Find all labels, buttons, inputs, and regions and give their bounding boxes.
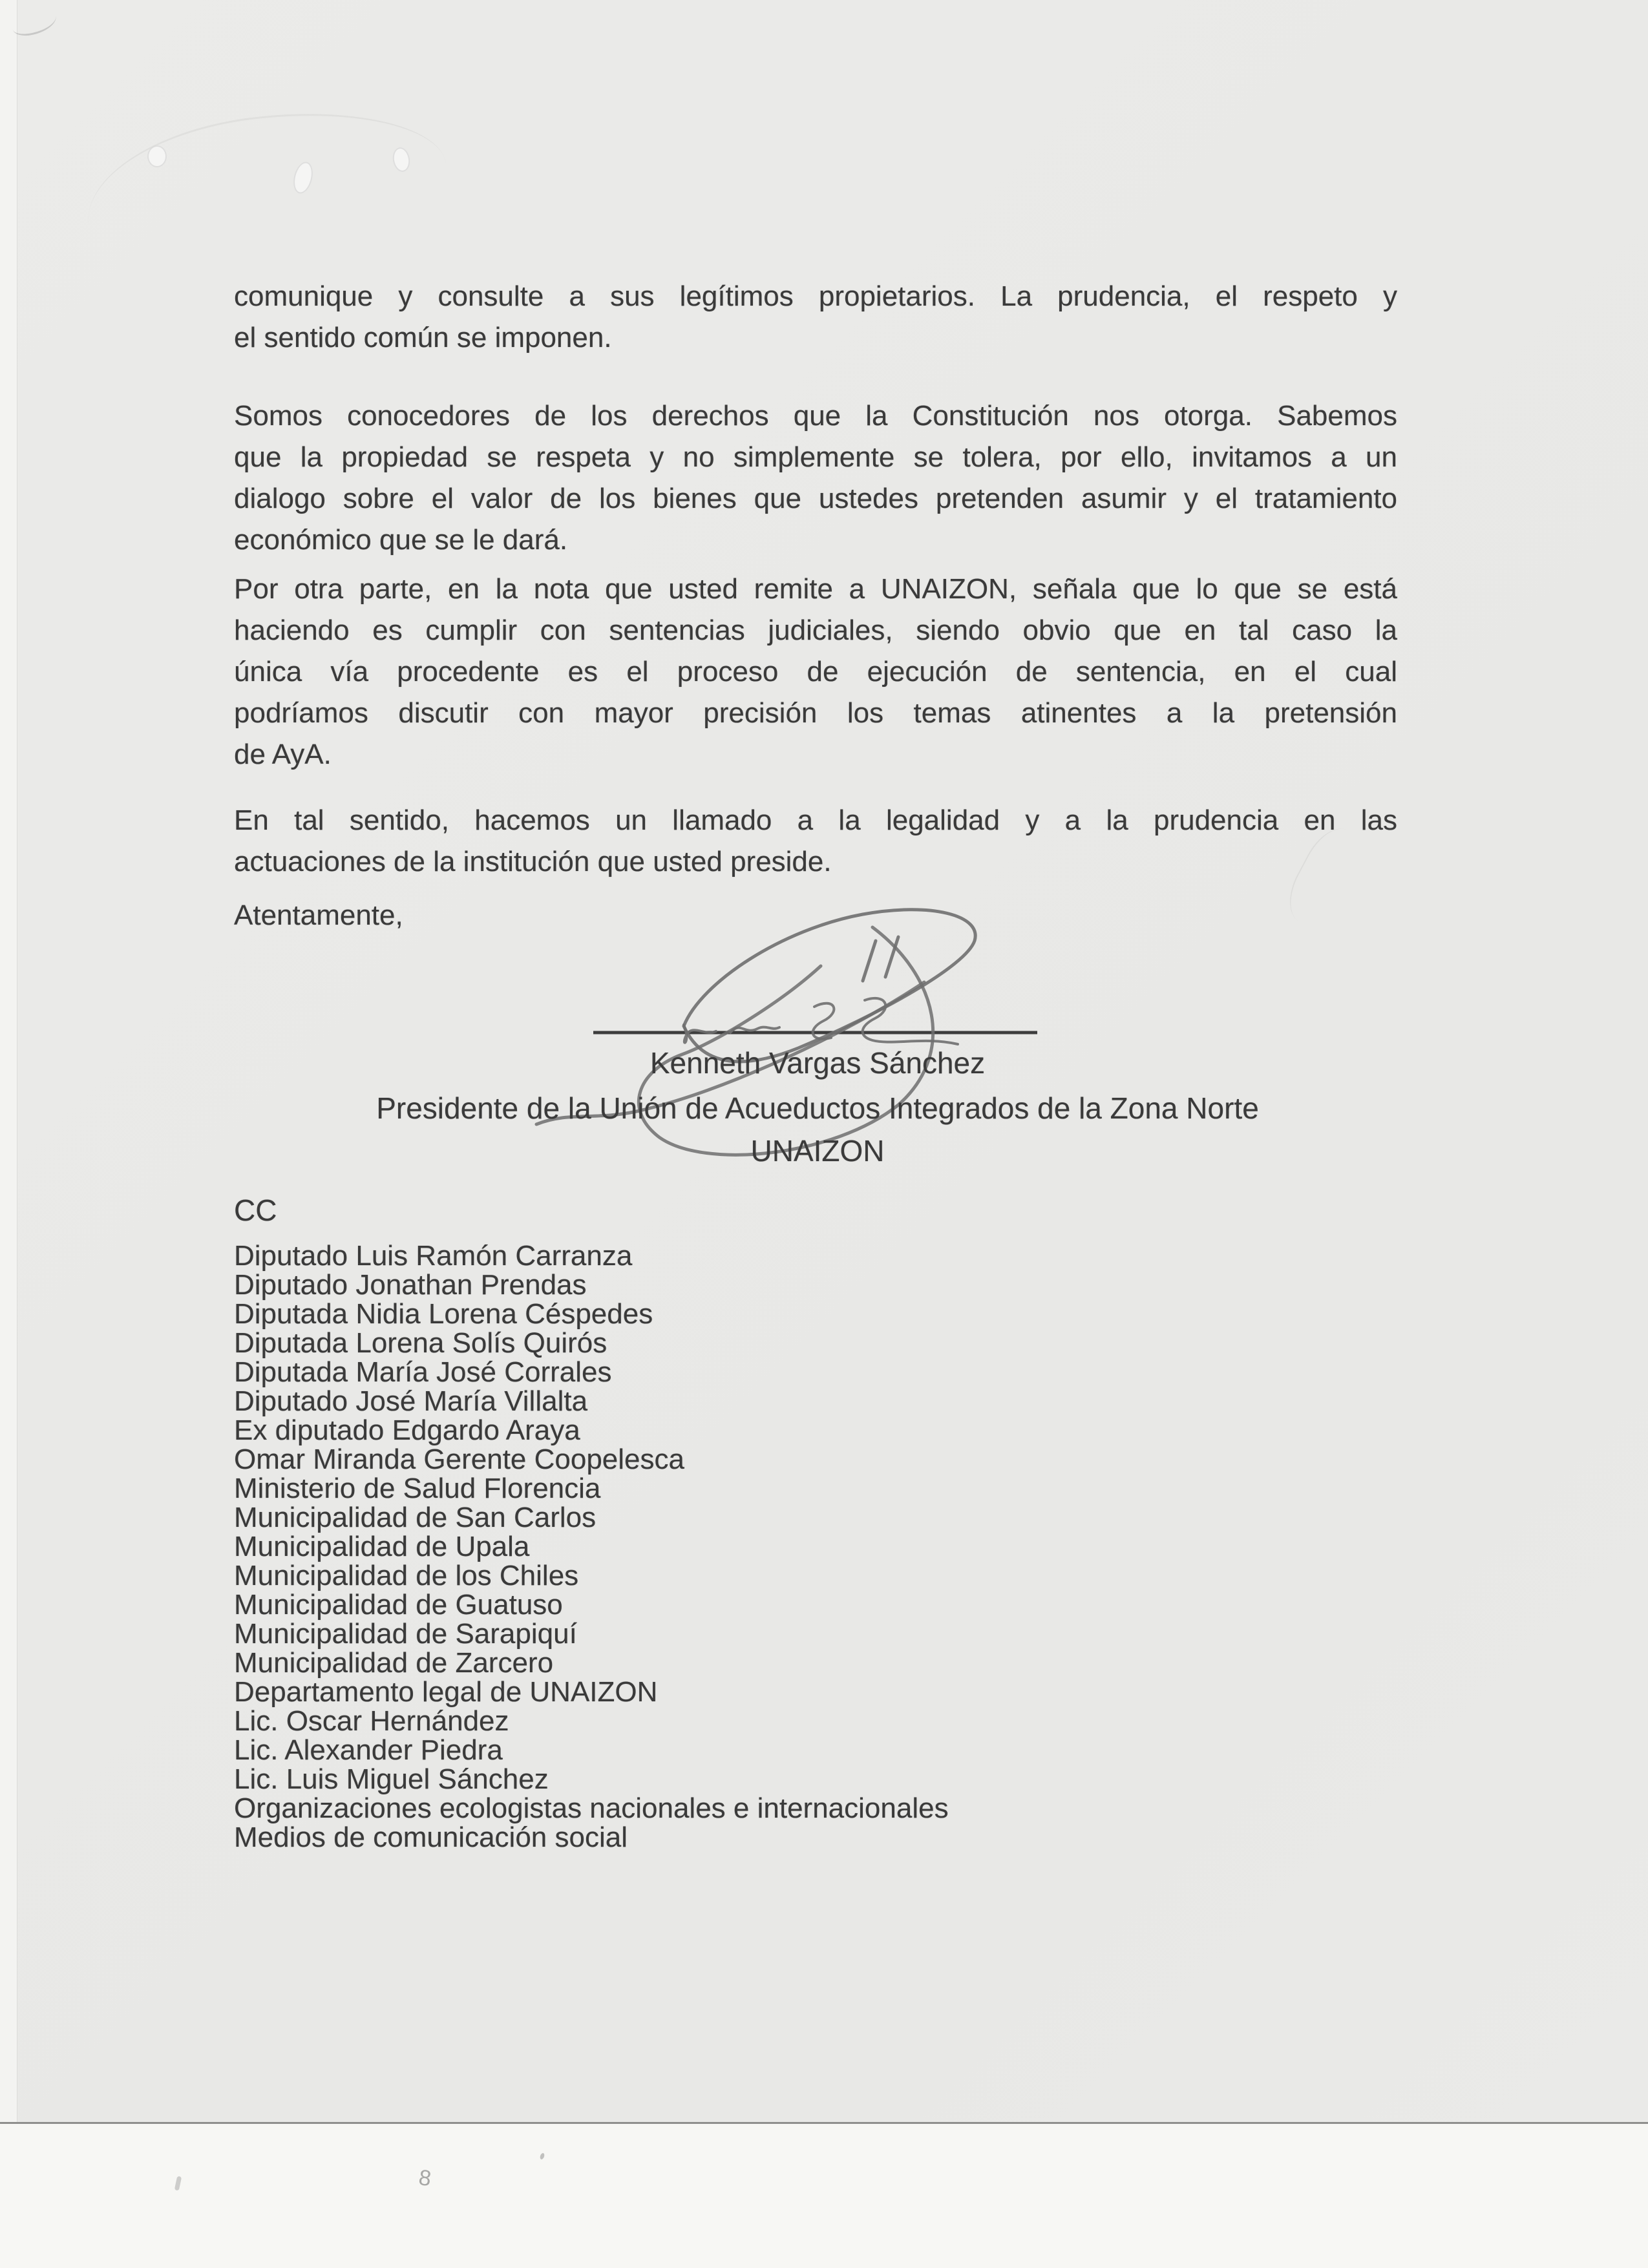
cc-recipient: Municipalidad de los Chiles [234,1560,579,1591]
cc-recipient: Municipalidad de San Carlos [234,1502,597,1533]
cc-recipient: Diputado Jonathan Prendas [234,1269,587,1301]
cc-recipient: Municipalidad de Guatuso [234,1589,563,1621]
scanner-platen-area [0,2124,1648,2268]
cc-recipient: Departamento legal de UNAIZON [234,1676,658,1708]
cc-recipient: Lic. Oscar Hernández [234,1705,509,1737]
cc-recipient: Ex diputado Edgardo Araya [234,1414,580,1446]
paragraph-line: Somos conocedores de los derechos que la Constitución nos otorga. Sabemos [234,400,1397,432]
paragraph-line: dialogo sobre el valor de los bienes que ustedes pretenden asumir y el tratamiento [234,483,1397,514]
cc-recipient-list [234,1241,1203,1852]
cc-recipient: Municipalidad de Zarcero [234,1647,554,1679]
cc-recipient: Medios de comunicación social [234,1822,628,1853]
paragraph [234,276,1397,359]
cc-recipient: Municipalidad de Sarapiquí [234,1618,577,1650]
cc-recipient: Lic. Alexander Piedra [234,1734,503,1766]
cc-recipient: Diputada Lorena Solís Quirós [234,1327,607,1359]
paragraph-line: podríamos discutir con mayor precisión los temas atinentes a la pretensión [234,697,1397,729]
cc-recipient: Diputada Nidia Lorena Céspedes [234,1298,653,1330]
signatory-name: Kenneth Vargas Sánchez [650,1046,986,1080]
cc-recipient: Organizaciones ecologistas nacionales e internacionales [234,1792,949,1824]
paragraph-line: el sentido común se imponen. [234,322,612,353]
paragraph-line: que la propiedad se respeta y no simplemente se tolera, por ello, invitamos a un [234,441,1397,473]
signatory-organization: UNAIZON [750,1134,885,1168]
signatory-title: Presidente de la Unión de Acueductos Integrados de la Zona Norte [376,1091,1259,1125]
cc-label: CC [234,1193,277,1227]
cc-recipient: Diputado Luis Ramón Carranza [234,1240,633,1272]
cc-recipient: Diputado José María Villalta [234,1385,588,1417]
cc-recipient: Omar Miranda Gerente Coopelesca [234,1444,684,1475]
cc-recipient: Ministerio de Salud Florencia [234,1473,601,1504]
paragraph-line: económico que se le dará. [234,524,568,556]
paragraph [234,569,1397,775]
paragraph-line: actuaciones de la institución que usted preside. [234,846,832,877]
paragraph-line: de AyA. [234,739,332,770]
signature-stroke [863,998,958,1044]
closing-salutation: Atentamente, [234,899,403,931]
paragraph-line: En tal sentido, hacemos un llamado a la legalidad y a la prudencia en las [234,804,1397,836]
paragraph-line: haciendo es cumplir con sentencias judiciales, siendo obvio que en tal caso la [234,614,1397,646]
paragraph [234,395,1397,561]
cc-recipient: Lic. Luis Miguel Sánchez [234,1763,549,1795]
paragraph-line: Por otra parte, en la nota que usted remite a UNAIZON, señala que lo que se está [234,573,1397,605]
cc-recipient: Diputada María José Corrales [234,1356,612,1388]
paragraph [234,800,1397,883]
cc-recipient: Municipalidad de Upala [234,1531,530,1562]
paragraph-line: comunique y consulte a sus legítimos propietarios. La prudencia, el respeto y [234,280,1397,312]
pencil-mark: 8 [417,2165,433,2192]
paragraph-line: única vía procedente es el proceso de ejecución de sentencia, en el cual [234,656,1397,688]
